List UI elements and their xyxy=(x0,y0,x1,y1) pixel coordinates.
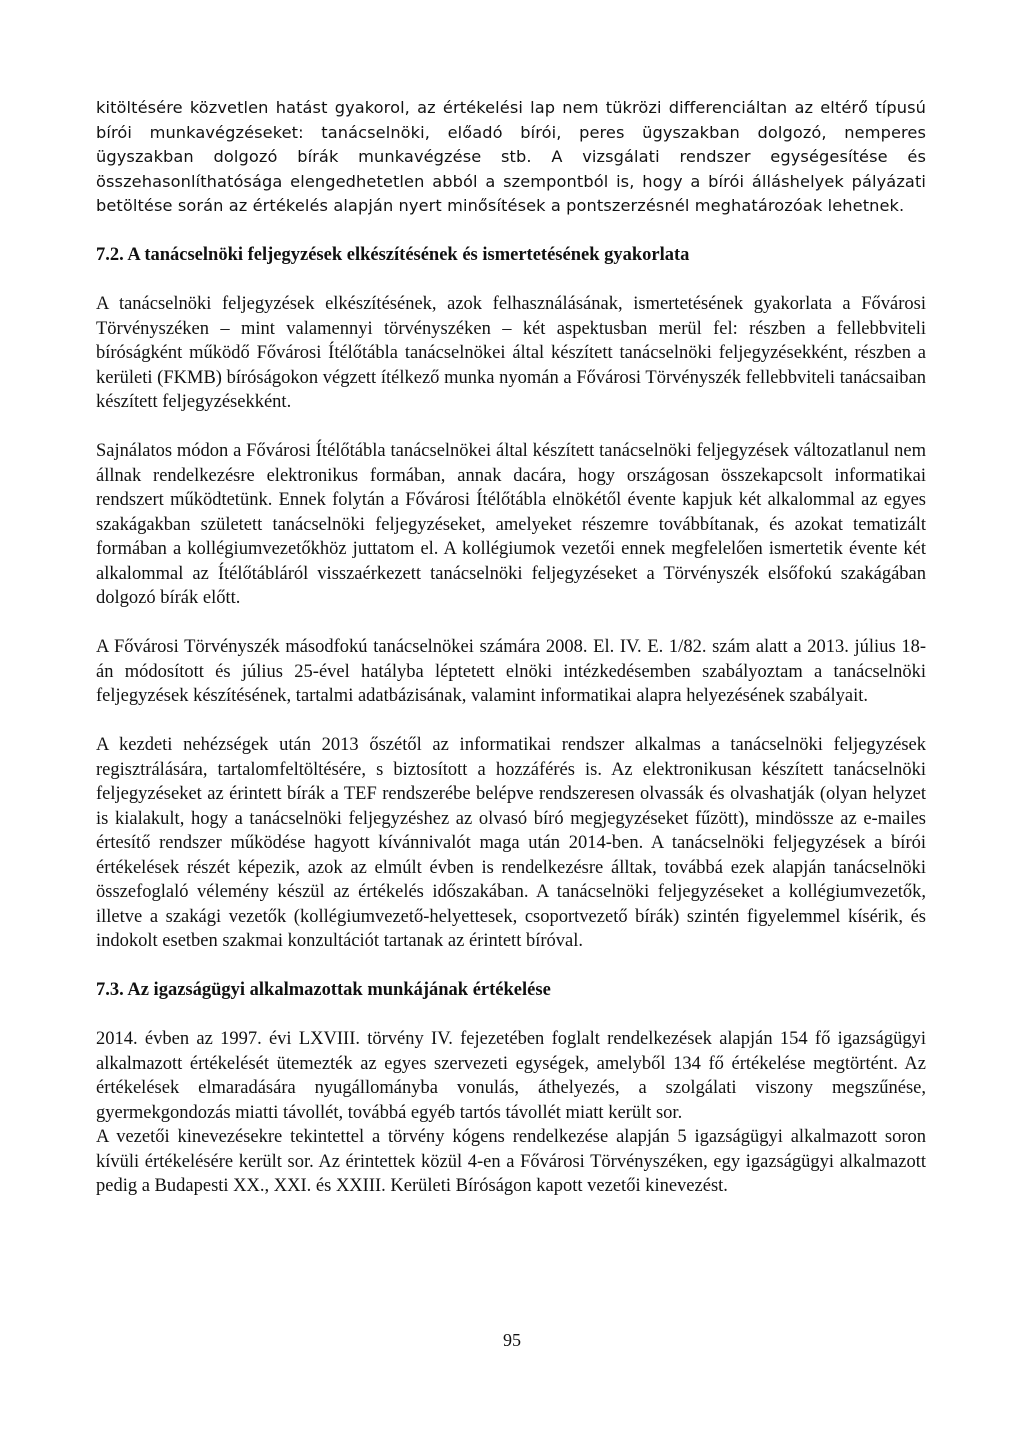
spacer xyxy=(96,954,926,979)
section-heading-7-3: 7.3. Az igazságügyi alkalmazottak munkájának értékelése xyxy=(96,980,551,1000)
paragraph-notes-unavailable: Sajnálatos módon a Fővárosi Ítélőtábla tanácselnökei által készített tanácselnöki feljegyzések változatlanul nem állnak rendelkezésre elektronikus formában, annak dacára, hogy országosan összekapcsolt informatikai rendszert működtetünk. Ennek folytán a Fővárosi Ítélőtábla elnökétől évente kapjuk két alkalommal az egyes szakágakban született tanácselnöki feljegyzéseket, amelyeket részemre továbbítanak, és azokat tematizált formában a kollégiumvezetőkhöz juttatom el. A kollégiumok vezetői ennek megfelelően ismertetik évente két alkalommal az Ítélőtábláról visszaérkezett tanácselnöki feljegyzéseket a Törvényszék elsőfokú szakágában dolgozó bírák előtt. xyxy=(96,441,926,608)
spacer xyxy=(96,415,926,440)
spacer xyxy=(96,268,926,293)
paragraph-regulation: A Fővárosi Törvényszék másodfokú tanácselnökei számára 2008. El. IV. E. 1/82. szám alatt a 2013. július 18-án módosított és július 25-ével hatályba léptetett elnöki intézkedésemben szabályoztam a tanácselnöki feljegyzések készítésének, tartalmi adatbázisának, valamint informatikai alapra helyezésének szabályait. xyxy=(96,637,926,706)
paragraph-evaluation-intro: kitöltésére közvetlen hatást gyakorol, az értékelési lap nem tükrözi differenciáltan az eltérő típusú bírói munkavégzéseket: tanácselnöki, előadó bírói, peres ügyszakban dolgozó, nemperes ügyszakban dolgozó bírák munkavégzése stb. A vizsgálati rendszer egységesítése és összehasonlíthatósága elengedhetetlen abból a szempontból is, hogy a bírói álláshelyek pályázati betöltése során az értékelés alapján nyert minősítések a pontszerzésnél meghatározóak lehetnek. xyxy=(96,98,926,215)
paragraph-notes-practice: A tanácselnöki feljegyzések elkészítésének, azok felhasználásának, ismertetésének gyakorlata a Fővárosi Törvényszéken – mint valamennyi törvényszéken – két aspektusban merül fel: részben a fellebbviteli bíróságként működő Fővárosi Ítélőtábla tanácselnökei által készített tanácselnöki feljegyzésekként, részben a kerületi (FKMB) bíróságokon végzett ítélkező munka nyomán a Fővárosi Törvényszék fellebbviteli tanácsaiban készített feljegyzésekként. xyxy=(96,294,926,412)
spacer xyxy=(96,709,926,734)
paragraph-staff-evaluation: 2014. évben az 1997. évi LXVIII. törvény IV. fejezetében foglalt rendelkezések alapján 154 fő igazságügyi alkalmazott értékelését ütemezték az egyes szervezeti egységek, amelyből 134 fő értékelése megtörtént. Az értékelések elmaradására nyugállományba vonulás, áthelyezés, a szolgálati viszony megszűnése, gyermekgondozás miatti távollét, továbbá egyéb tartós távollét miatt került sor. xyxy=(96,1029,926,1123)
document-page xyxy=(96,96,926,1199)
section-heading-7-2: 7.2. A tanácselnöki feljegyzések elkészítésének és ismertetésének gyakorlata xyxy=(96,245,690,265)
spacer xyxy=(96,1003,926,1028)
spacer xyxy=(96,219,926,244)
page-number: 95 xyxy=(503,1330,521,1350)
paragraph-it-system: A kezdeti nehézségek után 2013 őszétől az informatikai rendszer alkalmas a tanácselnöki feljegyzések regisztrálására, tartalomfeltöltésére, s biztosított a hozzáférés is. Az elektronikusan készített tanácselnöki feljegyzéseket az érintett bírák a TEF rendszerébe belépve rendszeresen olvassák és olvashatják (olyan helyzet is kialakult, hogy a tanácselnöki feljegyzéshez az olvasó bíró megjegyzéseket fűzött), mindössze az e-mailes értesítő rendszer működése hagyott kívánnivalót maga után 2014-ben. A tanácselnöki feljegyzések a bírói értékelések részét képezik, azok az elmúlt évben is rendelkezésre álltak, továbbá ezek alapján tanácselnöki összefoglaló vélemény készül az értékelés időszakában. A tanácselnöki feljegyzéseket a kollégiumvezetők, illetve a szakági vezetők (kollégiumvezető-helyettesek, csoportvezető bírák) szintén figyelemmel kísérik, és indokolt esetben szakmai konzultációt tartanak az érintett bíróval. xyxy=(96,735,926,951)
spacer xyxy=(96,611,926,636)
paragraph-leader-appointments: A vezetői kinevezésekre tekintettel a törvény kógens rendelkezése alapján 5 igazságügyi alkalmazott soron kívüli értékelésére került sor. Az érintettek közül 4-en a Fővárosi Törvényszéken, egy igazságügyi alkalmazott pedig a Budapesti XX., XXI. és XXIII. Kerületi Bíróságon kapott vezetői kinevezést. xyxy=(96,1127,926,1196)
